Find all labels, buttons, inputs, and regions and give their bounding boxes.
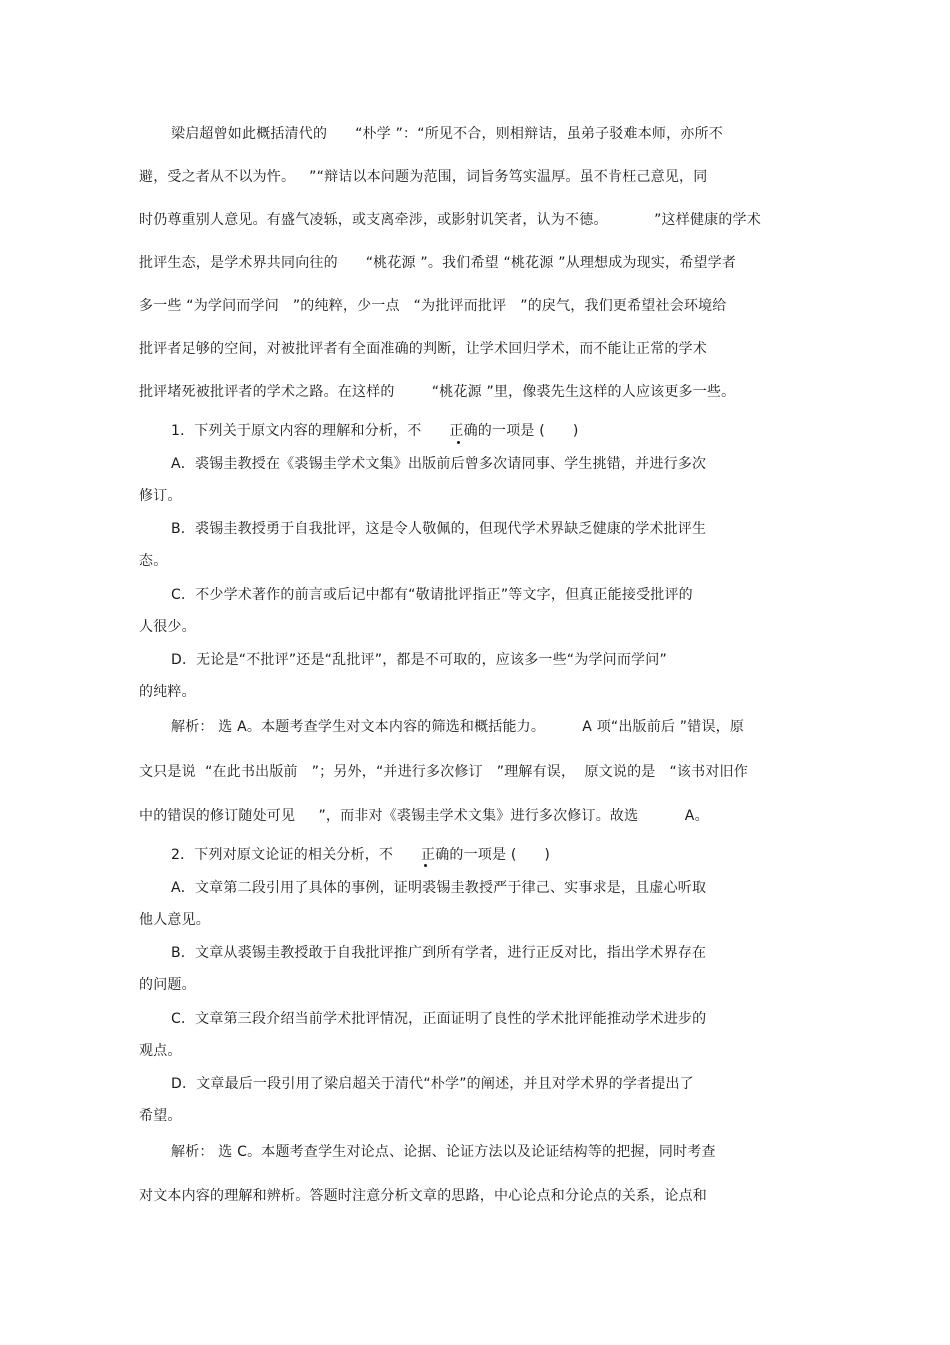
q1-option-c-cont: 人很少。 bbox=[139, 619, 196, 635]
q2-option-d-cont: 希望。 bbox=[139, 1108, 182, 1124]
q2-option-a-cont: 他人意见。 bbox=[139, 912, 210, 928]
q1-option-d-cont: 的纯粹。 bbox=[139, 684, 196, 700]
q1-option-c: C．不少学术著作的前言或后记中都有“敬请批评指正”等文字，但真正能接受批评的 bbox=[171, 587, 693, 603]
question-1-stem: 1．下列关于原文内容的理解和分析，不 正确的一项是 ( ) bbox=[171, 423, 579, 439]
emphasis-dot-icon bbox=[457, 441, 460, 444]
q1-option-b-cont: 态。 bbox=[139, 553, 168, 569]
q2-option-c-cont: 观点。 bbox=[139, 1043, 182, 1059]
q2-option-b: B．文章从裘锡圭教授敢于自我批评推广到所有学者，进行正反对比，指出学术界存在 bbox=[171, 945, 707, 961]
q2-option-c: C．文章第三段介绍当前学术批评情况，正面证明了良性的学术批评能推动学术进步的 bbox=[171, 1011, 707, 1027]
question-2-stem: 2．下列对原文论证的相关分析，不 正确的一项是 ( ) bbox=[171, 847, 551, 863]
q1-analysis-line: 中的错误的修订随处可见 ”，而非对《裘锡圭学术文集》进行多次修订。故选 A。 bbox=[139, 808, 709, 824]
passage-line: 批评生态，是学术界共同向往的 “桃花源 ”。我们希望 “桃花源 ”从理想成为现实，希望学者 bbox=[139, 255, 737, 271]
q1-option-a: A．裘锡圭教授在《裘锡圭学术文集》出版前后曾多次请同事、学生挑错，并进行多次 bbox=[171, 456, 707, 472]
passage-line: 时仍尊重别人意见。有盛气凌轹，或支离牵涉，或影射讥笑者，认为不德。 ”这样健康的学术 bbox=[139, 212, 761, 228]
passage-line: 批评者足够的空间，对被批评者有全面准确的判断，让学术回归学术，而不能让正常的学术 bbox=[139, 341, 707, 357]
q2-analysis-line: 对文本内容的理解和辨析。答题时注意分析文章的思路，中心论点和分论点的关系，论点和 bbox=[139, 1188, 707, 1204]
passage-line: 批评堵死被批评者的学术之路。在这样的 “桃花源 ”里，像裘先生这样的人应该更多一些。 bbox=[139, 384, 736, 400]
passage-line: 梁启超曾如此概括清代的 “朴学 ”：“所见不合，则相辩诘，虽弟子驳难本师，亦所不 bbox=[171, 126, 723, 142]
q1-analysis-line: 解析： 选 A。本题考查学生对文本内容的筛选和概括能力。 A 项“出版前后 ”错误，原 bbox=[171, 719, 745, 735]
passage-line: 多一些 “为学问而学问 ”的纯粹，少一点 “为批评而批评 ”的戾气，我们更希望社会环境给 bbox=[139, 298, 727, 314]
q1-analysis-line: 文只是说 “在此书出版前 ”；另外，“并进行多次修订 ”理解有误， 原文说的是 “该书对旧作 bbox=[139, 764, 748, 780]
q2-analysis-line: 解析： 选 C。本题考查学生对论点、论据、论证方法以及论证结构等的把握，同时考查 bbox=[171, 1144, 716, 1160]
q2-option-d: D．文章最后一段引用了梁启超关于清代“朴学”的阐述，并且对学术界的学者提出了 bbox=[171, 1076, 694, 1092]
q1-option-d: D．无论是“不批评”还是“乱批评”，都是不可取的，应该多一些“为学问而学问” bbox=[171, 652, 667, 668]
q1-option-a-cont: 修订。 bbox=[139, 488, 182, 504]
emphasis-dot-icon bbox=[424, 864, 427, 867]
q2-option-a: A．文章第二段引用了具体的事例，证明裘锡圭教授严于律己、实事求是，且虚心听取 bbox=[171, 880, 707, 896]
q2-option-b-cont: 的问题。 bbox=[139, 977, 196, 993]
q1-option-b: B．裘锡圭教授勇于自我批评，这是令人敬佩的，但现代学术界缺乏健康的学术批评生 bbox=[171, 521, 707, 537]
passage-line: 避，受之者从不以为忤。 ”“辩诘以本问题为范围，词旨务笃实温厚。虽不肯枉己意见，同 bbox=[139, 169, 708, 185]
